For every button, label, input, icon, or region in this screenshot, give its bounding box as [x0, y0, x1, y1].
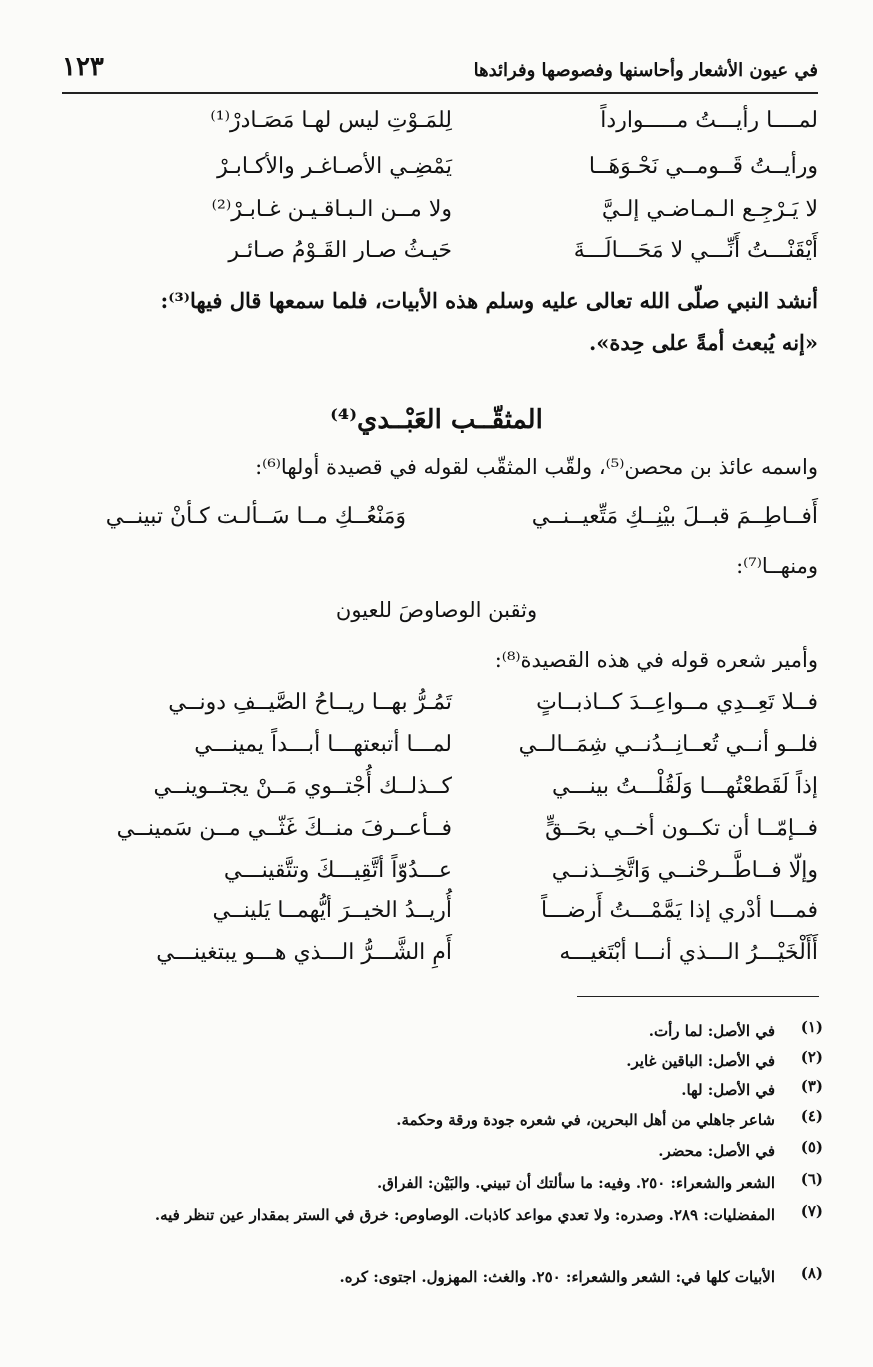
verse-line: [140, 940, 818, 980]
verse-line: [140, 154, 818, 194]
footnote-separator: [577, 996, 819, 997]
verse-line: [140, 858, 818, 898]
quoted-hemistich: وثقبن الوصاوصَ للعيون: [335, 598, 538, 622]
verse-line: [140, 197, 818, 237]
verse-first-half: فمـــا أدْري إذا يَمَّمْـــتُ أَرضـــاً: [541, 898, 818, 923]
verse-first-half: فــإمّــا أن تكــون أخــي بحَــقٍّ: [545, 816, 818, 841]
footnote-text: المفضليات: ٢٨٩. وصدره: ولا تعدي مواعد كاذبات. الوصاوص: خرق في الستر بمقدار عين تنظر فيه.: [154, 1206, 775, 1224]
footnote-number: (٨): [800, 1264, 823, 1282]
verse-first-half: أَأَلْخَيْـــرُ الـــذي أنـــا أبْتَغيـــه: [559, 940, 818, 965]
footnote-text: في الأصل: محضر.: [658, 1142, 775, 1160]
paragraph: أنشد النبي صلّى الله تعالى عليه وسلم هذه الأبيات، فلما سمعها قال فيها⁽³⁾:: [160, 288, 818, 313]
paragraph: «إنه يُبعث أمةً على حِدة».: [588, 330, 818, 355]
verse-line: [140, 238, 818, 278]
verse-first-half: ورأيــتُ قَــومــي نَحْـوَهَــا: [588, 154, 818, 179]
verse-first-half: لمــــا رأيـــتُ مـــــوارداً: [600, 108, 818, 133]
footnote-text: في الأصل: الباقين غاير.: [626, 1052, 775, 1070]
footnote-text: في الأصل: لها.: [681, 1081, 775, 1099]
verse-second-half: ولا مــن الـبـاقـيـن غـابـرْ⁽²⁾: [211, 197, 452, 222]
verse-second-half: عـــدُوّاً أتَّقِيـــكَ وتتَّقينـــي: [223, 858, 452, 883]
verse-second-half: حَيـثُ صـار القَـوْمُ صـائـر: [228, 238, 452, 263]
verse-first-half: لا يَـرْجِـع الـمـاضـي إلـيَّ: [601, 197, 818, 222]
footnote-number: (٦): [800, 1170, 823, 1188]
verse-first-half: وإلّا فــاطَّــرحْنــي وَاتَّخِــذنــي: [551, 858, 818, 883]
verse-second-half: يَمْضِـي الأصـاغـر والأكـابـرْ: [217, 154, 452, 179]
footnote-number: (١): [800, 1018, 823, 1036]
footnote-text: شاعر جاهلي من أهل البحرين، في شعره جودة ورقة وحكمة.: [396, 1111, 775, 1129]
footnote-number: (٢): [800, 1048, 823, 1066]
verse-second-half: كــذلــك أُجْتــوي مَــنْ يجتــوينــي: [153, 774, 452, 799]
verse-second-half: أَمِ الشَّـــرُّ الـــذي هـــو يبتغينـــي: [156, 940, 452, 965]
page-number: ١٢٣: [62, 52, 104, 82]
footnote-text: في الأصل: لما رأت.: [648, 1022, 775, 1040]
running-title: في عيون الأشعار وأحاسنها وفصوصها وفرائدها: [473, 60, 818, 81]
verse-first-half: فلــو أنــي تُعــانِــدُنــي شِمَــالــي: [518, 732, 818, 757]
verse-second-half: أُريــدُ الخيــرَ أيُّهمــا يَلينــي: [212, 898, 452, 923]
footnote-text: الأبيات كلها في: الشعر والشعراء: ٢٥٠. والغث: المهزول. اجتوى: كره.: [339, 1268, 775, 1286]
verse-first-half: إذاً لَقَطعْتُهـــا وَلَقُلْـــتُ بينـــي: [551, 774, 818, 799]
paragraph: وأمير شعره قوله في هذه القصيدة⁽⁸⁾:: [494, 648, 818, 672]
verse-line: [140, 774, 818, 814]
verse-line: [60, 504, 818, 544]
verse-line: [140, 690, 818, 730]
verse-first-half: أَيْقَنْـــتُ أَنِّـــي لا مَحَـــالَـــةَ: [573, 238, 818, 263]
verse-first-half: أَفــاطِــمَ قبــلَ بيْنِــكِ مَتِّعيــنــي: [531, 504, 818, 529]
paragraph: واسمه عائذ بن محصن⁽⁵⁾، ولقّب المثقّب لقوله في قصيدة أولها⁽⁶⁾:: [255, 455, 818, 479]
verse-line: [140, 732, 818, 772]
footnote-number: (٧): [800, 1202, 823, 1220]
footnote-number: (٤): [800, 1107, 823, 1125]
verse-line: [140, 898, 818, 938]
verse-first-half: فــلا تَعِــدِي مــواعِــدَ كــاذبــاتٍ: [536, 690, 818, 715]
page-header: [62, 48, 818, 94]
section-heading: المثقّــب العَبْــدي⁽⁴⁾: [330, 405, 543, 435]
verse-second-half: لمـــا أتبعتهـــا أبـــداً يمينـــي: [194, 732, 452, 757]
verse-second-half: تَمُـرُّ بهــا ريــاحُ الصَّيــفِ دونــي: [168, 690, 452, 715]
verse-second-half: فــأعــرفَ منــكَ غَثّــي مــن سَمينــي: [116, 816, 452, 841]
footnote-text: الشعر والشعراء: ٢٥٠. وفيه: ما سألتك أن تبيني. والبَيْن: الفراق.: [377, 1174, 775, 1192]
footnote-number: (٥): [800, 1138, 823, 1156]
verse-line: [116, 816, 818, 856]
footnote-number: (٣): [800, 1077, 823, 1095]
verse-second-half: لِلمَـوْتِ ليس لهـا مَصَـادرْ⁽¹⁾: [210, 108, 452, 133]
paragraph: ومنهــا⁽⁷⁾:: [736, 554, 818, 578]
verse-second-half: وَمَنْعُــكِ مــا سَــألـت كـأنْ تبينــي: [105, 504, 406, 529]
verse-line: [140, 108, 818, 148]
